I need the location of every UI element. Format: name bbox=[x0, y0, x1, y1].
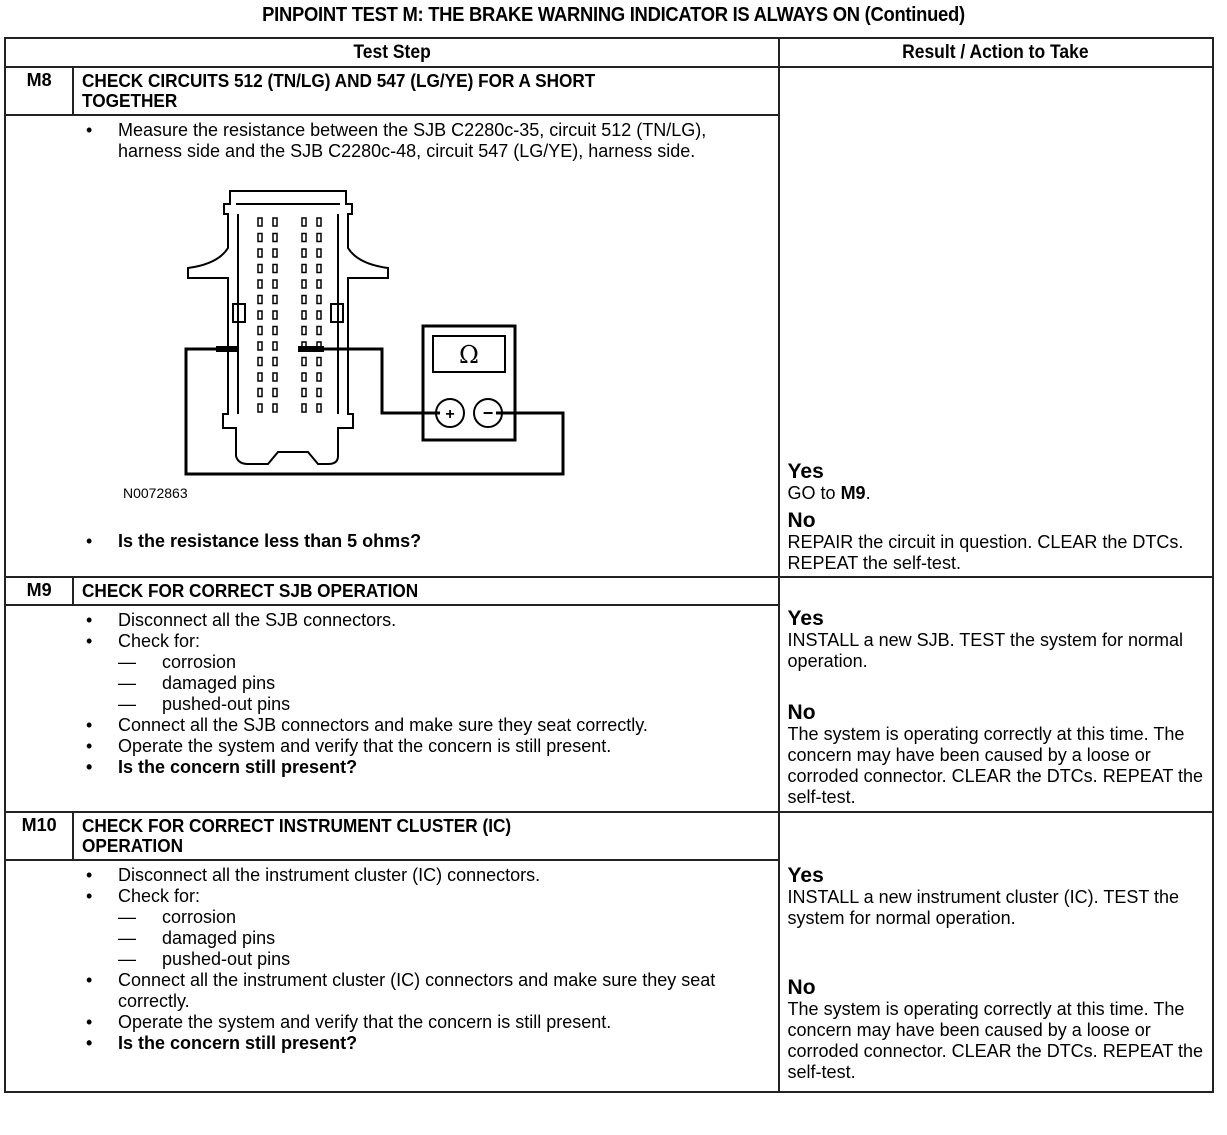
pin-cavity bbox=[258, 358, 262, 366]
pin-cavity bbox=[317, 404, 321, 412]
pin-cavity bbox=[273, 342, 277, 350]
step-bullet: • Check for: — corrosion — damaged pins — pushed-out pins bbox=[86, 886, 718, 970]
pin-cavity bbox=[302, 218, 306, 226]
step-bullet: • Check for: — corrosion — damaged pins — pushed-out pins bbox=[86, 631, 738, 715]
check-item: — corrosion bbox=[118, 652, 738, 673]
minus-icon: − bbox=[482, 403, 494, 423]
result-no-label: No bbox=[787, 701, 816, 724]
step-bullet: • Measure the resistance between the SJB C2280c-35, circuit 512 (TN/LG), harness side and the SJB C2280c-48, circuit 547 (LG/YE), harness side. bbox=[86, 120, 748, 162]
pin-cavity bbox=[258, 327, 262, 335]
pin-cavity bbox=[273, 373, 277, 381]
pin-cavity bbox=[317, 358, 321, 366]
result-yes-text: GO to M9. bbox=[787, 483, 871, 503]
step-title: CHECK FOR CORRECT SJB OPERATION bbox=[73, 577, 778, 605]
pin-cavity bbox=[302, 358, 306, 366]
result-no-label: No bbox=[787, 976, 816, 999]
result-no-text: REPAIR the circuit in question. CLEAR the DTCs. REPEAT the self-test. bbox=[787, 532, 1184, 573]
pin-cavity bbox=[302, 373, 306, 381]
pinpoint-test-table bbox=[4, 37, 1214, 1093]
pin-cavity bbox=[317, 234, 321, 242]
goto-step-link: M9 bbox=[840, 483, 866, 503]
check-item: — pushed-out pins bbox=[118, 694, 738, 715]
step-bullet: • Disconnect all the SJB connectors. bbox=[86, 610, 738, 631]
pin-cavity bbox=[273, 389, 277, 397]
step-title-row bbox=[5, 577, 1213, 605]
probe-wire-minus bbox=[186, 349, 563, 474]
step-question: • Is the concern still present? bbox=[86, 1033, 718, 1054]
pin-cavity bbox=[258, 265, 262, 273]
result-cell bbox=[779, 812, 1213, 1092]
result-no-label: No bbox=[787, 509, 816, 532]
pin-cavity bbox=[258, 296, 262, 304]
pin-cavity bbox=[302, 265, 306, 273]
figure-id: N0072863 bbox=[123, 485, 188, 501]
pin-cavity bbox=[258, 342, 262, 350]
pin-cavity bbox=[317, 280, 321, 288]
pin-cavity bbox=[258, 280, 262, 288]
pin-cavity bbox=[258, 311, 262, 319]
result-cell bbox=[779, 67, 1213, 577]
step-bullet: • Connect all the instrument cluster (IC) connectors and make sure they seat correctly. bbox=[86, 970, 718, 1012]
pin-cavity bbox=[258, 404, 262, 412]
check-item: — damaged pins bbox=[118, 928, 718, 949]
result-no-text: The system is operating correctly at this time. The concern may have been caused by a loose or corroded connector. CLEAR the DTCs. REPEAT the self-test. bbox=[787, 999, 1204, 1082]
plus-icon: + bbox=[445, 406, 455, 423]
connector-diagram bbox=[178, 186, 578, 476]
step-bullet: • Connect all the SJB connectors and make sure they seat correctly. bbox=[86, 715, 738, 736]
pin-cavity bbox=[317, 327, 321, 335]
result-cell bbox=[779, 577, 1213, 812]
step-title-row bbox=[5, 812, 1213, 860]
pin-cavity bbox=[302, 404, 306, 412]
header-test-step: Test Step bbox=[5, 38, 779, 67]
check-item: — damaged pins bbox=[118, 673, 738, 694]
pin-cavity bbox=[317, 311, 321, 319]
pin-cavity bbox=[273, 218, 277, 226]
page-title: PINPOINT TEST M: THE BRAKE WARNING INDICATOR IS ALWAYS ON (Continued) bbox=[262, 4, 965, 26]
pin-cavity bbox=[273, 404, 277, 412]
pin-cavity bbox=[302, 296, 306, 304]
step-bullet: • Disconnect all the instrument cluster (IC) connectors. bbox=[86, 865, 718, 886]
pin-cavity bbox=[273, 311, 277, 319]
pin-cavity bbox=[273, 358, 277, 366]
pin-cavity bbox=[302, 311, 306, 319]
step-question: • Is the concern still present? bbox=[86, 757, 738, 778]
pin-cavity bbox=[302, 234, 306, 242]
step-id: M8 bbox=[5, 67, 73, 115]
pin-cavity bbox=[258, 218, 262, 226]
pin-cavity bbox=[317, 389, 321, 397]
pin-cavity bbox=[302, 249, 306, 257]
pin-cavity bbox=[258, 389, 262, 397]
check-item: — corrosion bbox=[118, 907, 718, 928]
step-question: • Is the resistance less than 5 ohms? bbox=[86, 531, 778, 552]
pin-cavity bbox=[302, 280, 306, 288]
header-result: Result / Action to Take bbox=[779, 38, 1213, 67]
result-no-text: The system is operating correctly at this time. The concern may have been caused by a loose or corroded connector. CLEAR the DTCs. REPEAT the self-test. bbox=[787, 724, 1204, 807]
pin-cavity bbox=[317, 373, 321, 381]
result-yes-label: Yes bbox=[787, 864, 824, 887]
pin-cavity bbox=[258, 234, 262, 242]
step-id: M10 bbox=[5, 812, 73, 860]
pin-cavity bbox=[317, 265, 321, 273]
result-yes-text: INSTALL a new SJB. TEST the system for normal operation. bbox=[787, 630, 1184, 671]
check-item: — pushed-out pins bbox=[118, 949, 718, 970]
step-bullet: • Operate the system and verify that the concern is still present. bbox=[86, 736, 738, 757]
pin-cavity bbox=[273, 249, 277, 257]
step-id: M9 bbox=[5, 577, 73, 605]
pin-cavity bbox=[273, 265, 277, 273]
result-yes-text: INSTALL a new instrument cluster (IC). TEST the system for normal operation. bbox=[787, 887, 1180, 928]
pin-cavity bbox=[273, 234, 277, 242]
connector-body bbox=[188, 191, 388, 464]
pin-cavity bbox=[317, 218, 321, 226]
pin-cavity bbox=[273, 327, 277, 335]
pin-cavity bbox=[302, 389, 306, 397]
step-body bbox=[5, 605, 779, 812]
pin-cavity bbox=[273, 280, 277, 288]
step-body bbox=[5, 860, 779, 1092]
pin-cavity bbox=[258, 373, 262, 381]
step-title: CHECK FOR CORRECT INSTRUMENT CLUSTER (IC) OPERATION bbox=[73, 812, 778, 860]
pin-cavity bbox=[317, 249, 321, 257]
pin-cavity bbox=[317, 296, 321, 304]
table-header-row bbox=[5, 38, 1213, 67]
ohm-symbol: Ω bbox=[459, 341, 479, 369]
step-title-row bbox=[5, 67, 1213, 115]
pin-cavity bbox=[302, 327, 306, 335]
step-title: CHECK CIRCUITS 512 (TN/LG) AND 547 (LG/YE) FOR A SHORT TOGETHER bbox=[73, 67, 778, 115]
result-yes-label: Yes bbox=[787, 460, 824, 483]
result-yes-label: Yes bbox=[787, 607, 824, 630]
probe-wire-plus bbox=[304, 349, 440, 413]
step-body bbox=[5, 115, 779, 577]
step-bullet: • Operate the system and verify that the concern is still present. bbox=[86, 1012, 718, 1033]
pin-cavity bbox=[258, 249, 262, 257]
pin-cavity bbox=[273, 296, 277, 304]
